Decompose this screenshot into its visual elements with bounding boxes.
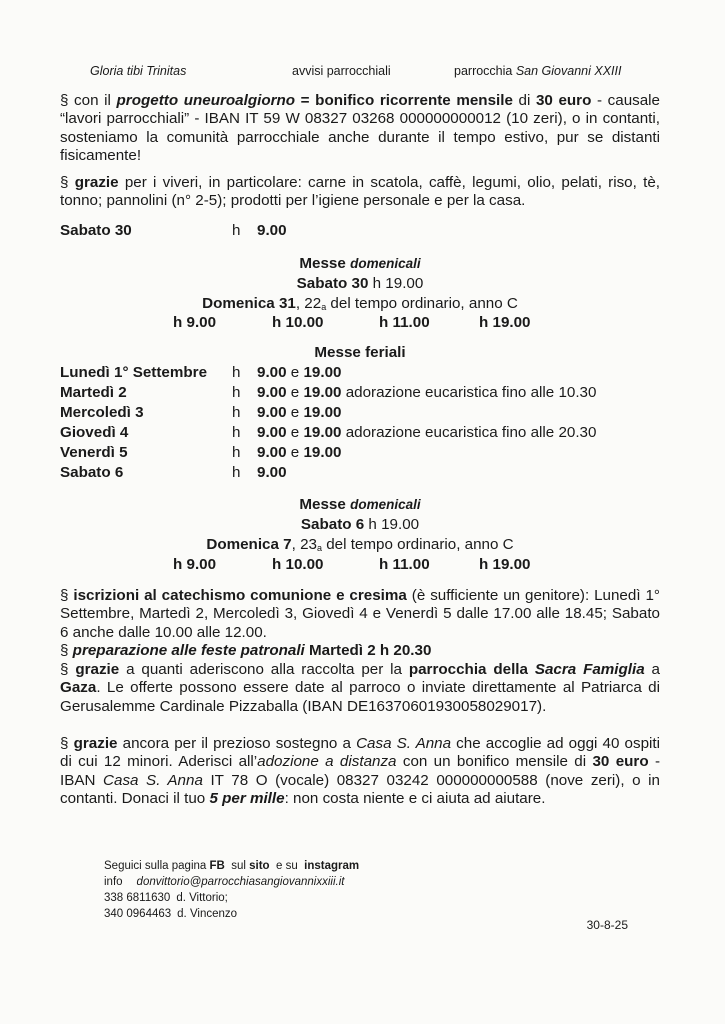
domenica-31-line: Domenica 31, $22_a$ del tempo ordinario, anno C <box>202 295 518 312</box>
sunday-time-2d: h 19.00 <box>479 556 531 573</box>
email-link[interactable]: donvittorio@parrocchiasangiovannixxiii.it <box>136 876 345 888</box>
para-catechismo: § iscrizioni al catechismo comunione e cresima (è sufficiente un genitore): Lunedì 1° Settembre, Martedì 2, Mercoledì 3, Giovedì 4 e Venerdì 5 dalle 17.00 alle 18.45; Sabato 6 anche dalle 10.00 alle 12.00. <box>60 587 660 641</box>
phone-line-1: 338 6811630 d. Vittorio; <box>104 892 228 904</box>
notice-page: Gloria tibi Trinitas avvisi parrocchiali parrocchia San Giovanni XXIII § con il progetto uneuroalgiorno = bonifico ricorrente mensile di 30 euro - causale “lavori parrocchiali” - IBAN IT 59 W 08327 03268 000000000012 (10 zeri), o in contanti, sosteniamo la comunità parrocchiale anche durante il tempo estivo, pur se distanti fisicamente! § grazie per i viveri, in particolare: carne in scatola, caffè, legumi, olio, pelati, riso, tè, tonno; pannolini (n° 2-5); prodotti per l’igiene personale e per la casa. Sabato 30 h 9.00 Messe domenicali Sabato 30 h 19.00 Domenica 31, $22_a$ del tempo ordinario, anno C h 9.00 h 10.00 h 11.00 h 19.00 Messe feriali Lunedì 1° Settembre h 9.00 e 19.00 Martedì 2 h 9.00 e 19.00 adorazione eucaristica fino alle 10.30 Mercoledì 3 h 9.00 e 19.00 Giovedì 4 h 9.00 e 19.00 adorazione eucaristica fino alle 20.30 Venerdì 5 h 9.00 e 19.00 Sabato 6 h 9.00 Messe domenicali Sabato 6 h 19.00 Domenica 7, $23_a$ del tempo ordinario, anno C h 9.00 h 10.00 h 11.00 h 19.00 § iscrizioni al catechismo comunione e cresima (è sufficiente un genitore): Lunedì 1° Settembre, Martedì 2, Mercoledì 3, Giovedì 4 e Venerdì 5 dalle 17.00 alle 18.45; Sabato 6 anche dalle 10.00 alle 12.00. § preparazione alle feste patronali Martedì 2 h 20.30 § grazie a quanti aderiscono alla raccolta per la parrocchia della Sacra Famiglia a Gaza. Le offerte possono essere date al parroco o inviate direttamente al Patriarca di Gerusalemme Cardinale Pizzaballa (IBAN DE16370601930058029017). § grazie ancora per il prezioso sostegno a Casa S. Anna che accoglie ad oggi 40 ospiti di cui 12 minori. Aderisci all’adozione a distanza con un bonifico mensile di 30 euro - IBAN Casa S. Anna IT 78 O (vocale) 08327 03242 000000000588 (nove zeri), o in contanti. Donaci il tuo 5 per mille: non costa niente e ci aiuta ad aiutare. Seguici sulla pagina FB sul sito e su instagram info donvittorio@parrocchiasangiovannixxiii.it 338 6811630 d. Vittorio; 340 0964463 d. Vincenzo 30-8-25 <box>60 64 661 932</box>
header-right: parrocchia San Giovanni XXIII <box>454 64 622 78</box>
notice-date: 30-8-25 <box>586 918 628 932</box>
sunday-time-1b: h 10.00 <box>272 314 324 331</box>
para-gaza: § grazie a quanti aderiscono alla raccolta per la parrocchia della Sacra Famiglia a Gaza. Le offerte possono essere date al parroco o inviate direttamente al Patriarca di Gerusalemme Cardinale Pizzaballa (IBAN DE16370601930058029017). <box>60 661 660 715</box>
messe-domenicali-title-2: Messe domenicali <box>299 496 421 513</box>
messe-domenicali-title-1: Messe domenicali <box>299 255 421 272</box>
sunday-time-1d: h 19.00 <box>479 314 531 331</box>
sabato-6-vigil: Sabato 6 h 19.00 <box>300 516 420 533</box>
para-viveri: § grazie per i viveri, in particolare: carne in scatola, caffè, legumi, olio, pelati, riso, tè, tonno; pannolini (n° 2-5); prodotti per l’igiene personale e per la casa. <box>60 174 660 210</box>
para-casa-anna: § grazie ancora per il prezioso sostegno a Casa S. Anna che accoglie ad oggi 40 ospiti di cui 12 minori. Aderisci all’adozione a distanza con un bonifico mensile di 30 euro - IBAN Casa S. Anna IT 78 O (vocale) 08327 03242 000000000588 (nove zeri), o in contanti. Donaci il tuo 5 per mille: non costa niente e ci aiuta ad aiutare. <box>60 735 661 808</box>
domenica-7-line: Domenica 7, $23_a$ del tempo ordinario, anno C <box>206 536 514 553</box>
para-progetto: § con il progetto uneuroalgiorno = bonifico ricorrente mensile di 30 euro - causale “lavori parrocchiali” - IBAN IT 59 W 08327 03268 000000000012 (10 zeri), o in contanti, sosteniamo la comunità parrocchiale anche durante il tempo estivo, pur se distanti fisicamente! <box>60 92 660 165</box>
phone-line-2: 340 0964463 d. Vincenzo <box>104 908 238 920</box>
social-line: Seguici sulla pagina FB sul sito e su instagram <box>104 860 360 872</box>
messe-feriali-title: Messe feriali <box>314 344 406 361</box>
sunday-time-1a: h 9.00 <box>173 314 217 331</box>
header-center: avvisi parrocchiali <box>292 64 391 78</box>
info-line: info donvittorio@parrocchiasangiovannixxiii.it <box>104 876 345 888</box>
sunday-time-2a: h 9.00 <box>173 556 217 573</box>
sunday-time-1c: h 11.00 <box>379 314 430 331</box>
header-left: Gloria tibi Trinitas <box>90 64 187 78</box>
para-feste-patronali: § preparazione alle feste patronali Martedì 2 h 20.30 <box>60 642 432 659</box>
sunday-time-2c: h 11.00 <box>379 556 430 573</box>
sunday-time-2b: h 10.00 <box>272 556 324 573</box>
sabato-30-vigil: Sabato 30 h 19.00 <box>296 275 424 292</box>
